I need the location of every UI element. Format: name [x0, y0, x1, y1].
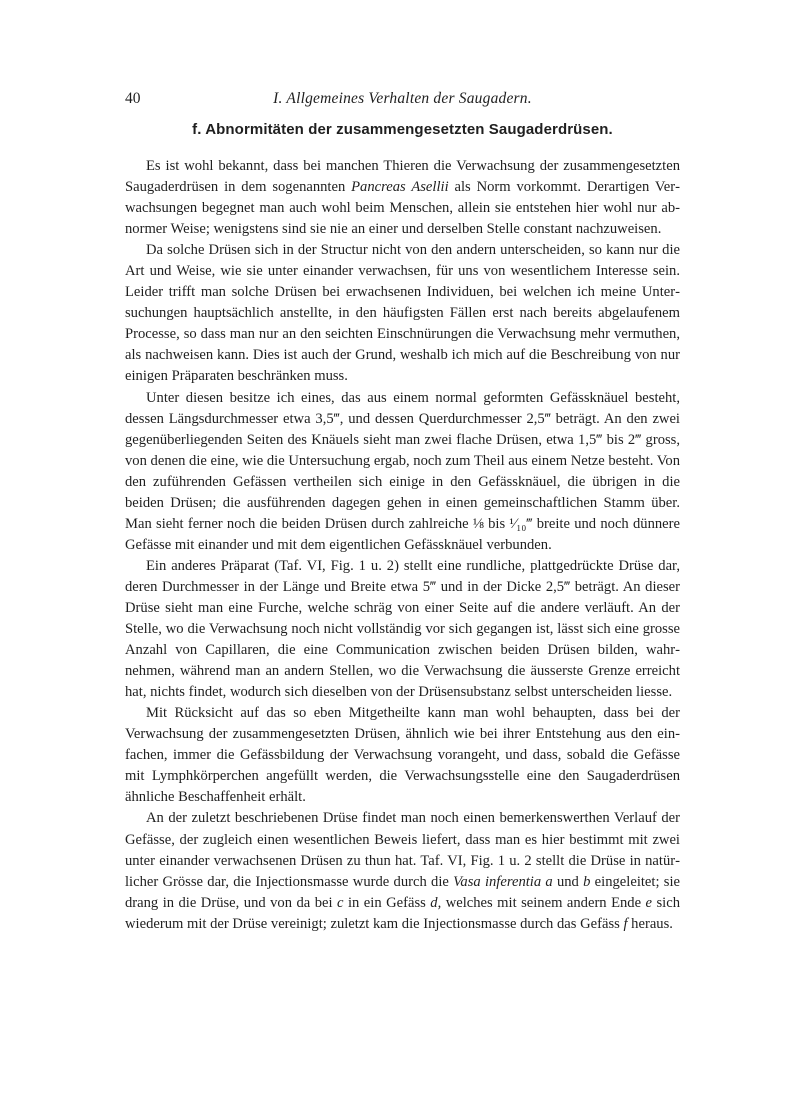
paragraph-1: Es ist wohl bekannt, dass bei manchen Thieren die Verwachsung der zusammengesetzten Saugaderdrüsen in dem sogenannten Pancreas Asellii als Norm vorkommt. Derartigen Verwachsungen begegnet man auch wohl beim Menschen, allein sie entstehen hier wohl nur abnormer Weise; wenigstens sind sie nie an einer und derselben Stelle constant nachzuweisen. [125, 158, 680, 238]
page-header [125, 90, 680, 112]
paragraph-3: Unter diesen besitze ich eines, das aus einem normal geformten Gefässknäuel besteht, dessen Längsdurchmesser etwa 3,5‴, und dessen Querdurchmesser 2,5‴ beträgt. An den zwei gegenüberliegenden Seiten des Knäuels sieht man zwei flache Drüsen, etwa 1,5‴ bis 2‴ gross, von denen die eine, wie die Untersuchung ergab, noch zum Theil aus einem Netze besteht. Von den zuführenden Gefässen vertheilen sich einige in den Gefässknäuel, die übrigen in die beiden Drüsen; die ausführenden dagegen gehen in einen gemeinschaftlichen Stamm über. Man sieht ferner noch die beiden Drüsen durch zahlreiche ⅛ bis ¹⁄₁₀‴ breite und noch dünnere Gefässe mit einander und mit dem eigentlichen Gefässknäuel verbunden. [125, 389, 680, 553]
paragraph-5: Mit Rücksicht auf das so eben Mitgetheilte kann man wohl behaupten, dass bei der Verwachsung der zusammengesetzten Drüsen, ähnlich wie bei ihrer Entstehung aus den einfachen, immer die Gefässbildung der Verwachsung vorangeht, und dass, sobald die Gefässe mit Lymphkörperchen angefüllt werden, die Verwachsungsstelle eine den Saugaderdrüsen ähnliche Beschaffenheit erhält. [125, 705, 680, 806]
section-heading: f. Abnormitäten der zusammengesetzten Saugaderdrüsen. [192, 121, 613, 138]
body-text [125, 156, 680, 935]
page-number: 40 [125, 90, 141, 107]
paragraph-2: Da solche Drüsen sich in der Structur nicht von den andern unterscheiden, so kann nur die Art und Weise, wie sie unter einander verwachsen, für uns von wesentlichem Interesse sein. Leider trifft man solche Drüsen bei erwachsenen Individuen, bei welchen ich meine Untersuchungen hauptsächlich anstellte, in den häufigsten Fällen erst nach bereits abgelaufenem Processe, so dass man nur an den seichten Einschnürungen die Verwachsung mehr vermuthen, als nachweisen kann. Dies ist auch der Grund, weshalb ich mich auf die Beschreibung von nur einigen Präparaten beschränken muss. [125, 242, 680, 385]
running-title: I. Allgemeines Verhalten der Saugadern. [273, 90, 532, 107]
paragraph-4: Ein anderes Präparat (Taf. VI, Fig. 1 u. 2) stellt eine rundliche, plattgedrückte Drüse dar, deren Durchmesser in der Länge und Breite etwa 5‴ und in der Dicke 2,5‴ beträgt. An dieser Drüse sieht man eine Furche, welche schräg von einer Seite auf die andere verläuft. An der Stelle, wo die Verwachsung noch nicht vollständig vor sich gegangen ist, lässt sich eine grosse Anzahl von Capillaren, die eine Communication zwischen beiden Drüsen bilden, wahrnehmen, während man an andern Stellen, wo die Verwachsung die äusserste Grenze erreicht hat, nichts findet, wodurch sich dieselben von der Drüsensubstanz selbst unterscheiden liesse. [125, 557, 680, 701]
paragraph-6: An der zuletzt beschriebenen Drüse findet man noch einen bemerkenswerthen Verlauf der Gefässe, der zugleich einen wesentlichen Beweis liefert, dass man es hier bestimmt mit zwei unter einander verwachsenen Drüsen zu thun hat. Taf. VI, Fig. 1 u. 2 stellt die Drüse in natürlicher Grösse dar, die Injectionsmasse wurde durch die Vasa inferentia a und b eingeleitet; sie drang in die Drüse, und von da bei c in ein Gefäss d, welches mit seinem andern Ende e sich wiederum mit der Drüse vereinigt; zuletzt kam die Injectionsmasse durch das Gefäss f heraus. [125, 810, 680, 932]
